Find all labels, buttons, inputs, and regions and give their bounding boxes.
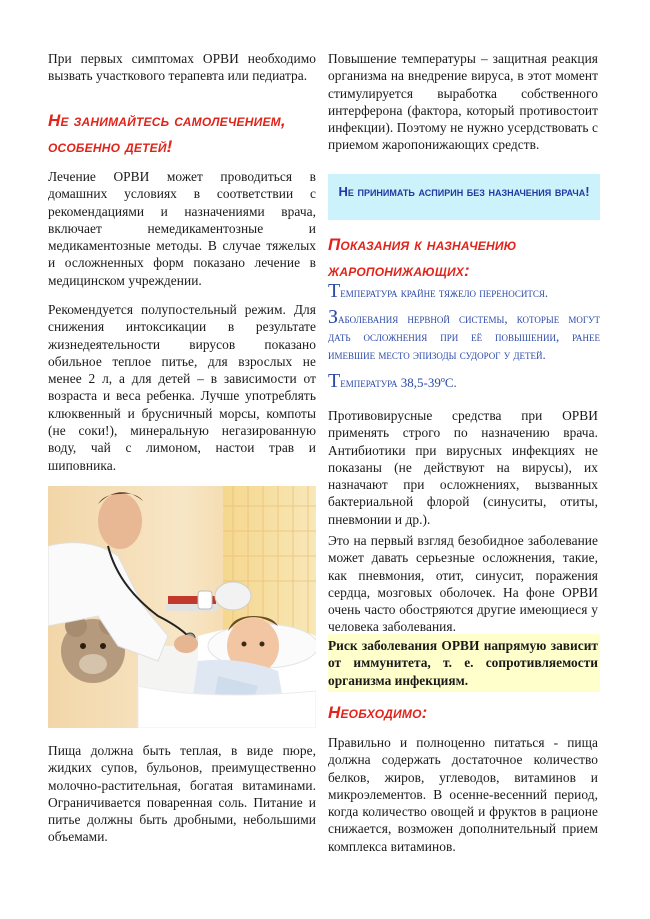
indication-item: Заболевания нервной системы, которые могут дать осложнения при её повышении, ранее имевшие место эпизоды судорог у детей. — [328, 306, 600, 362]
nutrition-paragraph: Правильно и полноценно питаться - пища должна содержать достаточное количество белков, жиров, углеводов, витаминов и микроэлементов. В осенне-весенний период, когда количество овощей и фруктов в рационе снижается, возможен дополнительный прием комплекса витаминов. — [328, 735, 598, 854]
treatment-paragraph: Лечение ОРВИ может проводиться в домашних условиях в соответствии с рекомендациями и назначениями врача, включает немедикаментозные и медикаментозные методы. В случае тяжелых и осложненных форм показано лечение в медицинском учреждении. — [48, 169, 316, 288]
aspirin-warning-box — [328, 174, 600, 220]
regimen-paragraph: Рекомендуется полупостельный режим. Для снижения интоксикации в результате жизнедеятельности вирусов показано обильное теплое питье, для взрослых не менее 2 л, а для детей – в зависимости от возраста и веса ребенка. Лучше употреблять клюквенный и брусничный морсы, компоты (не соки!), минеральную негазированную воду, чай с лимоном, настои трав и шиповника. — [48, 302, 316, 473]
self-treatment-heading: Не занимайтесь самолечением, особенно детей! — [48, 111, 286, 156]
antiviral-paragraph: Противовирусные средства при ОРВИ применять строго по назначению врача. Антибиотики при вирусных инфекциях не показаны (не действуют на вирусы), их назначают при осложнениях, вызванных бактериальной флорой (синуситы, отиты, пневмонии и др.). — [328, 408, 598, 527]
intro-paragraph: При первых симптомах ОРВИ необходимо вызвать участкового терапевта или педиатра. — [48, 51, 316, 84]
necessary-heading: Необходимо: — [328, 703, 428, 722]
immunity-risk-text: Риск заболевания ОРВИ напрямую зависит от иммунитета, т. е. сопротивляемости организма инфекциям. — [328, 638, 598, 688]
antipyretic-indications-heading: Показания к назначению жаропонижающих: — [328, 235, 517, 280]
doctor-examining-child-photo — [48, 486, 316, 728]
immunity-risk-box — [328, 634, 600, 692]
complications-paragraph: Это на первый взгляд безобидное заболевание может давать серьезные осложнения, такие, как пневмония, отит, синусит, поражения сердца, мозговых оболочек. На фоне ОРВИ очень часто обостряются другие имеющиеся у человека заболевания. — [328, 533, 598, 635]
fever-paragraph: Повышение температуры – защитная реакция организма на внедрение вируса, в этот момент стимулируется выработка собственного интерферона (фактора, который противостоит инфекции). Поэтому не нужно усердствовать с приемом жаропонижающих средств. — [328, 51, 598, 153]
indications-list — [328, 282, 600, 392]
indication-item: Температура крайне тяжело переносится. — [328, 280, 549, 302]
food-paragraph: Пища должна быть теплая, в виде пюре, жидких супов, бульонов, преимущественно молочно-растительная, богатая витаминами. Ограничивается поваренная соль. Питание и питье должны быть дробными, небольшими объемами. — [48, 743, 316, 845]
aspirin-warning-text: Не принимать аспирин без назначения врача! — [338, 184, 590, 199]
indication-item: Температура 38,5-39ºС. — [328, 370, 457, 392]
